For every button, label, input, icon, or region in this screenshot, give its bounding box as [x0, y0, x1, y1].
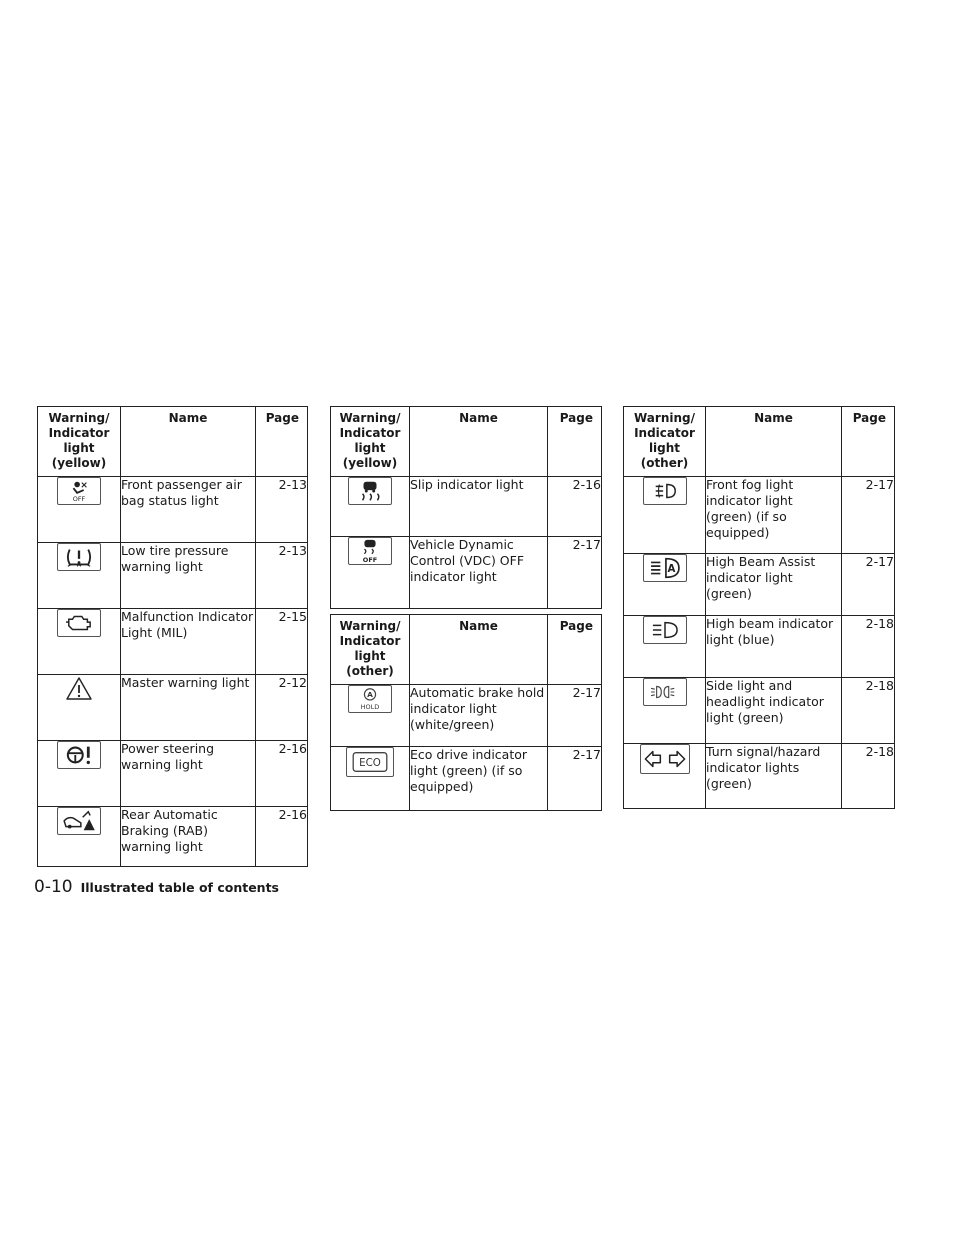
table-row: [624, 744, 895, 809]
indicator-name: Automatic brake hold indicator light (white/green): [410, 685, 548, 747]
table-row: [38, 741, 308, 807]
indicator-name: High Beam Assist indicator light (green): [706, 554, 842, 616]
indicator-name: Slip indicator light: [410, 477, 548, 537]
svg-text:HOLD: HOLD: [360, 703, 380, 712]
table-row: [624, 616, 895, 678]
page-number: 0-10: [34, 877, 73, 897]
indicator-name: High beam indicator light (blue): [706, 616, 842, 678]
indicator-name: Power steering warning light: [121, 741, 256, 807]
indicator-table-other-2: [330, 614, 602, 811]
eco-icon: [346, 747, 394, 777]
page-ref: 2-17: [842, 554, 895, 616]
page-ref: 2-16: [256, 741, 308, 807]
header-page-column: Page: [256, 407, 308, 477]
header-icon-column: Warning/ Indicator light (yellow): [331, 407, 410, 477]
airbag-off-icon: [57, 477, 101, 505]
table-row: [38, 675, 308, 741]
table-header-row: [331, 615, 602, 685]
svg-text:A: A: [667, 564, 675, 576]
tire-pressure-icon: [57, 543, 101, 571]
indicator-table-other-3: [623, 406, 895, 809]
page-ref: 2-12: [256, 675, 308, 741]
indicator-name: Low tire pressure warning light: [121, 543, 256, 609]
power-steering-icon: [57, 741, 101, 769]
page-ref: 2-13: [256, 543, 308, 609]
table-row: [38, 609, 308, 675]
page-ref: 2-15: [256, 609, 308, 675]
high-beam-icon: [643, 616, 687, 644]
table-header-row: [624, 407, 895, 477]
indicator-table-yellow-1: [37, 406, 308, 867]
page-ref: 2-17: [842, 477, 895, 554]
page-ref: 2-16: [256, 807, 308, 867]
table-row: [331, 747, 602, 811]
indicator-name: Malfunction Indicator Light (MIL): [121, 609, 256, 675]
table-header-row: [38, 407, 308, 477]
slip-icon: [348, 477, 392, 505]
header-page-column: Page: [548, 407, 602, 477]
table-row: [38, 807, 308, 867]
header-name-column: Name: [410, 615, 548, 685]
high-beam-assist-icon: [643, 554, 687, 582]
page-ref: 2-17: [548, 537, 602, 609]
page-ref: 2-17: [548, 685, 602, 747]
rear-braking-icon: [57, 807, 101, 835]
header-name-column: Name: [410, 407, 548, 477]
indicator-name: Front passenger air bag status light: [121, 477, 256, 543]
indicator-name: Rear Automatic Braking (RAB) warning light: [121, 807, 256, 867]
page-ref: 2-18: [842, 678, 895, 744]
table-row: [38, 477, 308, 543]
table-row: [38, 543, 308, 609]
indicator-name: Side light and headlight indicator light (green): [706, 678, 842, 744]
header-name-column: Name: [121, 407, 256, 477]
indicator-table-yellow-2: [330, 406, 602, 609]
vdc-off-icon: [348, 537, 392, 565]
header-page-column: Page: [842, 407, 895, 477]
brake-hold-icon: [348, 685, 392, 713]
header-name-column: Name: [706, 407, 842, 477]
page-ref: 2-16: [548, 477, 602, 537]
table-row: [624, 477, 895, 554]
page-ref: 2-17: [548, 747, 602, 811]
table-header-row: [331, 407, 602, 477]
indicator-name: Eco drive indicator light (green) (if so equipped): [410, 747, 548, 811]
turn-signal-icon: [640, 744, 690, 774]
engine-icon: [57, 609, 101, 637]
table-row: [331, 685, 602, 747]
page-ref: 2-18: [842, 616, 895, 678]
indicator-name: Vehicle Dynamic Control (VDC) OFF indicator light: [410, 537, 548, 609]
front-fog-icon: [643, 477, 687, 505]
svg-text:OFF: OFF: [72, 495, 86, 504]
table-row: [624, 554, 895, 616]
header-icon-column: Warning/ Indicator light (other): [624, 407, 706, 477]
table-row: [331, 477, 602, 537]
table-row: [331, 537, 602, 609]
svg-text:OFF: OFF: [362, 556, 378, 564]
section-title: Illustrated table of contents: [80, 880, 279, 895]
svg-text:ECO: ECO: [359, 757, 381, 770]
indicator-name: Turn signal/hazard indicator lights (green): [706, 744, 842, 809]
header-icon-column: Warning/ Indicator light (yellow): [38, 407, 121, 477]
indicator-name: Master warning light: [121, 675, 256, 741]
page-ref: 2-13: [256, 477, 308, 543]
header-icon-column: Warning/ Indicator light (other): [331, 615, 410, 685]
side-light-icon: [643, 678, 687, 706]
page-ref: 2-18: [842, 744, 895, 809]
svg-text:A: A: [367, 690, 373, 700]
table-row: [624, 678, 895, 744]
page-footer: [34, 877, 279, 897]
indicator-name: Front fog light indicator light (green) (if so equipped): [706, 477, 842, 554]
master-warning-icon: [57, 675, 101, 703]
header-page-column: Page: [548, 615, 602, 685]
